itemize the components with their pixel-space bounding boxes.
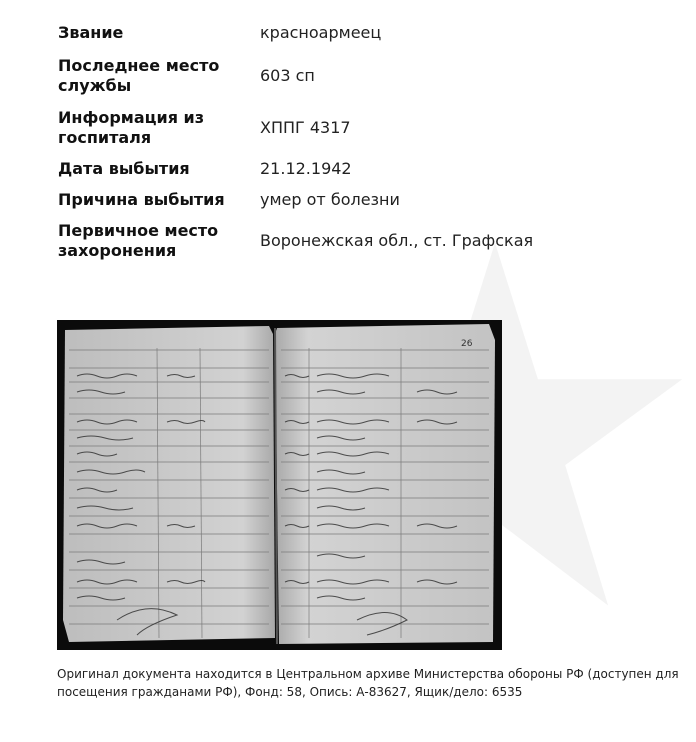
scan-page-number: 26	[461, 339, 473, 349]
unit-row	[58, 50, 678, 102]
archive-caption: Оригинал документа находится в Центральном архиве Министерства обороны РФ (доступен для посещения гражданами РФ), Фонд: 58, Опись: А-83627, Ящик/дело: 6535	[57, 667, 679, 699]
date-row	[58, 154, 678, 184]
burial-value: Воронежская обл., ст. Графская	[260, 231, 534, 250]
unit-value: 603 сп	[260, 66, 315, 85]
reason-label: Причина выбытия	[58, 190, 225, 209]
rank-row	[58, 16, 678, 50]
date-label: Дата выбытия	[58, 159, 190, 178]
burial-row	[58, 216, 678, 266]
burial-label: Первичное место захоронения	[58, 221, 219, 260]
unit-label: Последнее место службы	[58, 56, 220, 95]
date-value: 21.12.1942	[260, 159, 352, 178]
reason-row	[58, 184, 678, 216]
hospital-label: Информация из госпиталя	[58, 108, 205, 147]
rank-value: красноармеец	[260, 23, 382, 42]
document-scan[interactable]	[57, 320, 502, 650]
ledger-scan-image	[57, 320, 502, 650]
reason-value: умер от болезни	[260, 190, 400, 209]
record-fields	[58, 16, 678, 266]
hospital-row	[58, 102, 678, 154]
hospital-value: ХППГ 4317	[260, 118, 351, 137]
rank-label: Звание	[58, 23, 124, 42]
